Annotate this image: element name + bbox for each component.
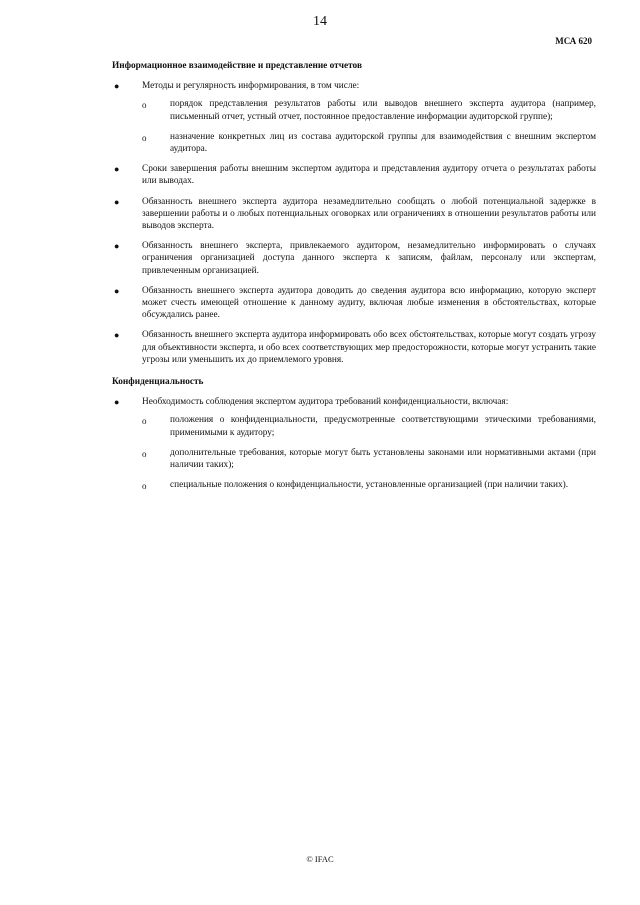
list-item-text: Методы и регулярность информирования, в том числе: — [142, 81, 360, 92]
bullet-mark: ● — [114, 164, 120, 175]
list-item — [112, 396, 596, 491]
list-item — [112, 196, 596, 233]
list-item — [112, 80, 596, 155]
list-item — [112, 329, 596, 366]
list-item — [112, 163, 596, 187]
sub-bullet-mark: o — [142, 416, 147, 427]
list-item-text: Обязанность внешнего эксперта, привлекаемого аудитором, незамедлительно информировать о случаях ограничения организацией доступа данного эксперта к записям, файлам, персоналу или экспертам, привлеченным организацией. — [142, 241, 596, 276]
list-item — [112, 285, 596, 322]
sub-list-item-text: порядок представления результатов работы или выводов внешнего эксперта аудитора (например, письменный отчет, устный отчет, постоянное предоставление информации аудиторской группе); — [170, 99, 596, 122]
bullet-mark: ● — [114, 81, 120, 92]
sub-bullet-mark: o — [142, 481, 147, 492]
sub-list-item — [142, 447, 596, 471]
bullet-mark: ● — [114, 330, 120, 341]
section-heading-confidentiality: Конфиденциальность — [112, 377, 204, 388]
bullet-mark: ● — [114, 285, 120, 296]
sub-list-item — [142, 131, 596, 155]
list-item-text: Обязанность внешнего эксперта аудитора доводить до сведения аудитора всю информацию, которую эксперт может счесть имеющей отношение к данному аудиту, включая любые изменения в обстоятельствах, которые обсуждались ранее. — [142, 285, 596, 321]
list-item-text: Необходимость соблюдения экспертом аудитора требований конфиденциальности, включая: — [142, 397, 509, 408]
sub-list-item-text: специальные положения о конфиденциальности, установленные организацией (при наличии таких). — [170, 480, 569, 491]
footer-copyright: © IFAC — [306, 854, 334, 864]
sub-list-item — [142, 414, 596, 438]
list-item-text: Сроки завершения работы внешним экспертом аудитора и представления аудитору отчета о результатах работы или выводах. — [142, 164, 596, 187]
sub-bullet-mark: o — [142, 132, 147, 143]
section-heading-communication: Информационное взаимодействие и представление отчетов — [112, 61, 362, 71]
list-item-text: Обязанность внешнего эксперта аудитора информировать обо всех обстоятельствах, которые могут создать угрозу для объективности эксперта, и обо всех соответствующих мер предосторожности, которые могут устранить такие угрозы или уменьшить их до приемлемого уровня. — [142, 330, 596, 365]
bullet-mark: ● — [114, 241, 120, 252]
document-body — [112, 60, 596, 499]
sub-list-item-text: дополнительные требования, которые могут быть установлены законами или нормативными актами (при наличии таких); — [170, 447, 596, 471]
sub-list-item-text: положения о конфиденциальности, предусмотренные соответствующими этическими требованиями, применимыми к аудитору; — [170, 415, 596, 438]
sub-list-item — [142, 479, 596, 491]
list-item-text: Обязанность внешнего эксперта аудитора незамедлительно сообщать о любой потенциальной задержке в завершении работы и о любых потенциальных оговорках или ограничениях в отношении результатов работы или выводов эксперта. — [142, 196, 596, 232]
bullet-mark: ● — [114, 196, 120, 207]
standard-id: МСА 620 — [555, 36, 592, 46]
bullet-mark: ● — [114, 397, 120, 408]
sub-list-item — [142, 98, 596, 122]
sub-bullet-mark: o — [142, 448, 147, 459]
page-number: 14 — [313, 14, 327, 29]
sub-list-item-text: назначение конкретных лиц из состава аудиторской группы для взаимодействия с внешним экспертом аудитора. — [170, 131, 596, 155]
sub-bullet-mark: o — [142, 100, 147, 111]
list-item — [112, 240, 596, 277]
